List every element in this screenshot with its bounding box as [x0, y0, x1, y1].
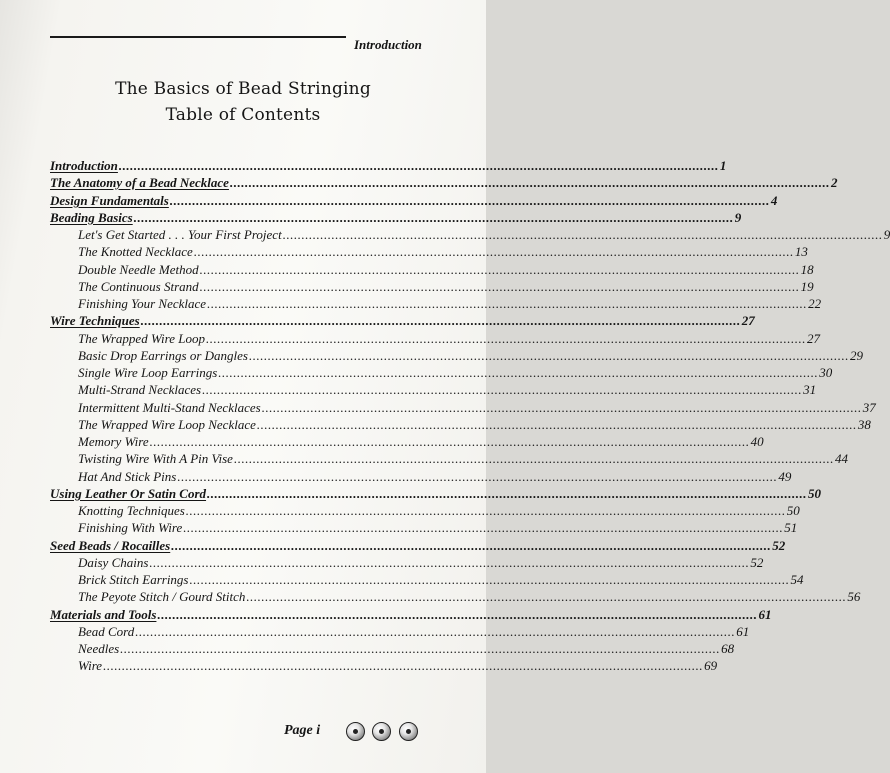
dot-leader: ................................................................................................................................................................ — [207, 486, 808, 501]
dot-leader: ................................................................................................................................................................ — [120, 641, 721, 656]
toc-subentry — [78, 641, 735, 658]
dot-leader: ................................................................................................................................................................ — [118, 158, 719, 173]
toc-subentry — [78, 244, 808, 261]
toc-entry — [50, 607, 772, 624]
toc-entry-label: Memory Wire — [78, 434, 149, 449]
toc-subentry — [78, 331, 820, 348]
toc-entry-label: Finishing Your Necklace — [78, 296, 207, 311]
toc-entry-label: Bead Cord — [78, 624, 135, 639]
toc-entry-label: Single Wire Loop Earrings — [78, 365, 218, 380]
bead-icon — [399, 722, 418, 741]
running-header: Introduction — [354, 37, 422, 52]
toc-entry-label: Basic Drop Earrings or Dangles — [78, 348, 248, 363]
dot-leader: ................................................................................................................................................................ — [193, 244, 794, 259]
toc-page-number: 44 — [834, 451, 848, 466]
toc-entry-label: Wire — [78, 658, 103, 673]
dot-leader: ................................................................................................................................................................ — [133, 210, 734, 225]
page-number: Page i — [284, 723, 321, 738]
toc-page-number: 22 — [808, 296, 822, 311]
toc-entry-label: Let's Get Started . . . Your First Project — [78, 227, 282, 242]
toc-entry — [50, 313, 755, 330]
toc-entry-label: The Anatomy of a Bead Necklace — [50, 175, 229, 190]
dot-leader: ................................................................................................................................................................ — [135, 624, 736, 639]
toc-entry-label: Daisy Chains — [78, 555, 149, 570]
toc-subentry — [78, 451, 848, 468]
toc-page-number: 50 — [786, 503, 800, 518]
toc-entry-label: The Continuous Strand — [78, 279, 199, 294]
dot-leader: ................................................................................................................................................................ — [233, 451, 834, 466]
toc-entry — [50, 486, 822, 503]
toc-entry-label: Using Leather Or Satin Cord — [50, 486, 207, 501]
dot-leader: ................................................................................................................................................................ — [206, 331, 806, 346]
toc-subentry — [78, 365, 833, 382]
toc-entry-label: Beading Basics — [50, 210, 133, 225]
dot-leader: ................................................................................................................................................................ — [149, 555, 750, 570]
toc-entry-label: Multi-Strand Necklaces — [78, 382, 202, 397]
dot-leader: ................................................................................................................................................................ — [256, 417, 857, 432]
toc-page-number: 49 — [778, 469, 792, 484]
toc-entry-label: Wire Techniques — [50, 313, 140, 328]
dot-leader: ................................................................................................................................................................ — [202, 382, 803, 397]
toc-page-number: 27 — [741, 313, 755, 328]
toc-page-number: 68 — [721, 641, 735, 656]
toc-subentry — [78, 503, 800, 520]
dot-leader: ................................................................................................................................................................ — [199, 262, 800, 277]
toc-page-number: 38 — [857, 417, 871, 432]
dot-leader: ................................................................................................................................................................ — [185, 503, 786, 518]
toc-entry-label: Brick Stitch Earrings — [78, 572, 189, 587]
toc-page-number: 27 — [807, 331, 820, 346]
toc-subentry — [78, 417, 871, 434]
toc-page-number: 31 — [803, 382, 817, 397]
toc-entry-label: Knotting Techniques — [78, 503, 185, 518]
toc-page-number: 9 — [883, 227, 890, 242]
toc-entry — [50, 210, 742, 227]
dot-leader: ................................................................................................................................................................ — [183, 520, 784, 535]
toc-entry-label: Introduction — [50, 158, 118, 173]
dot-leader: ................................................................................................................................................................ — [246, 589, 847, 604]
toc-page-number: 9 — [734, 210, 742, 225]
toc-entry-label: Needles — [78, 641, 120, 656]
header-rule — [50, 36, 346, 38]
book-title: The Basics of Bead Stringing — [115, 79, 371, 99]
toc-page-number: 19 — [800, 279, 814, 294]
toc-page-number: 18 — [800, 262, 814, 277]
dot-leader: ................................................................................................................................................................ — [103, 658, 704, 673]
dot-leader: ................................................................................................................................................................ — [140, 313, 741, 328]
dot-leader: ................................................................................................................................................................ — [207, 296, 808, 311]
toc-page-number: 56 — [847, 589, 861, 604]
dot-leader: ................................................................................................................................................................ — [199, 279, 800, 294]
dot-leader: ................................................................................................................................................................ — [189, 572, 790, 587]
toc-subentry — [78, 469, 792, 486]
toc-page-number: 1 — [719, 158, 727, 173]
toc-subentry — [78, 658, 718, 675]
toc-subentry — [78, 296, 822, 313]
toc-entry-label: Double Needle Method — [78, 262, 199, 277]
toc-entry — [50, 193, 778, 210]
dot-leader: ................................................................................................................................................................ — [157, 607, 758, 622]
toc-entry-label: Materials and Tools — [50, 607, 157, 622]
toc-subentry — [78, 434, 764, 451]
dot-leader: ................................................................................................................................................................ — [149, 434, 750, 449]
toc-entry-label: The Wrapped Wire Loop — [78, 331, 205, 346]
toc-subentry — [78, 382, 817, 399]
bead-icon — [346, 722, 365, 741]
dot-leader: ................................................................................................................................................................ — [169, 193, 770, 208]
toc-heading: Table of Contents — [165, 105, 321, 125]
dot-leader: ................................................................................................................................................................ — [229, 175, 830, 190]
toc-page-number: 54 — [790, 572, 804, 587]
toc-entry — [50, 538, 786, 555]
toc-subentry — [78, 262, 814, 279]
toc-subentry — [78, 572, 804, 589]
toc-entry-label: The Wrapped Wire Loop Necklace — [78, 417, 256, 432]
bead-icon — [372, 722, 391, 741]
toc-entry-label: The Peyote Stitch / Gourd Stitch — [78, 589, 246, 604]
toc-page-number: 40 — [750, 434, 764, 449]
toc-page-number: 61 — [736, 624, 750, 639]
toc-subentry — [78, 227, 890, 244]
toc-page-number: 50 — [808, 486, 822, 501]
toc-entry-label: Twisting Wire With A Pin Vise — [78, 451, 233, 466]
dot-leader: ................................................................................................................................................................ — [248, 348, 849, 363]
toc-entry-label: Intermittent Multi-Stand Necklaces — [78, 400, 261, 415]
toc-subentry — [78, 624, 750, 641]
toc-entry-label: The Knotted Necklace — [78, 244, 193, 259]
dot-leader: ................................................................................................................................................................ — [177, 469, 778, 484]
toc-page-number: 61 — [758, 607, 772, 622]
toc-page-number: 52 — [750, 555, 764, 570]
toc-page-number: 29 — [849, 348, 863, 363]
toc-page-number: 13 — [794, 244, 808, 259]
toc-entry-label: Hat And Stick Pins — [78, 469, 177, 484]
toc-subentry — [78, 279, 814, 296]
dot-leader: ................................................................................................................................................................ — [282, 227, 883, 242]
toc-subentry — [78, 520, 798, 537]
toc-page-number: 69 — [704, 658, 718, 673]
toc-page-number: 52 — [772, 538, 786, 553]
toc-entry-label: Design Fundamentals — [50, 193, 169, 208]
toc-page-number: 2 — [830, 175, 838, 190]
toc-subentry — [78, 555, 764, 572]
toc-entry-label: Finishing With Wire — [78, 520, 183, 535]
toc-page-number: 30 — [819, 365, 833, 380]
dot-leader: ................................................................................................................................................................ — [261, 400, 862, 415]
toc-page-number: 4 — [770, 193, 778, 208]
toc-subentry — [78, 589, 861, 606]
toc-page-number: 37 — [862, 400, 876, 415]
toc-subentry — [78, 400, 876, 417]
toc-page-number: 51 — [784, 520, 798, 535]
toc-entry — [50, 158, 727, 175]
toc-subentry — [78, 348, 863, 365]
toc-entry — [50, 175, 838, 192]
dot-leader: ................................................................................................................................................................ — [171, 538, 772, 553]
dot-leader: ................................................................................................................................................................ — [218, 365, 819, 380]
toc-entry-label: Seed Beads / Rocailles — [50, 538, 171, 553]
